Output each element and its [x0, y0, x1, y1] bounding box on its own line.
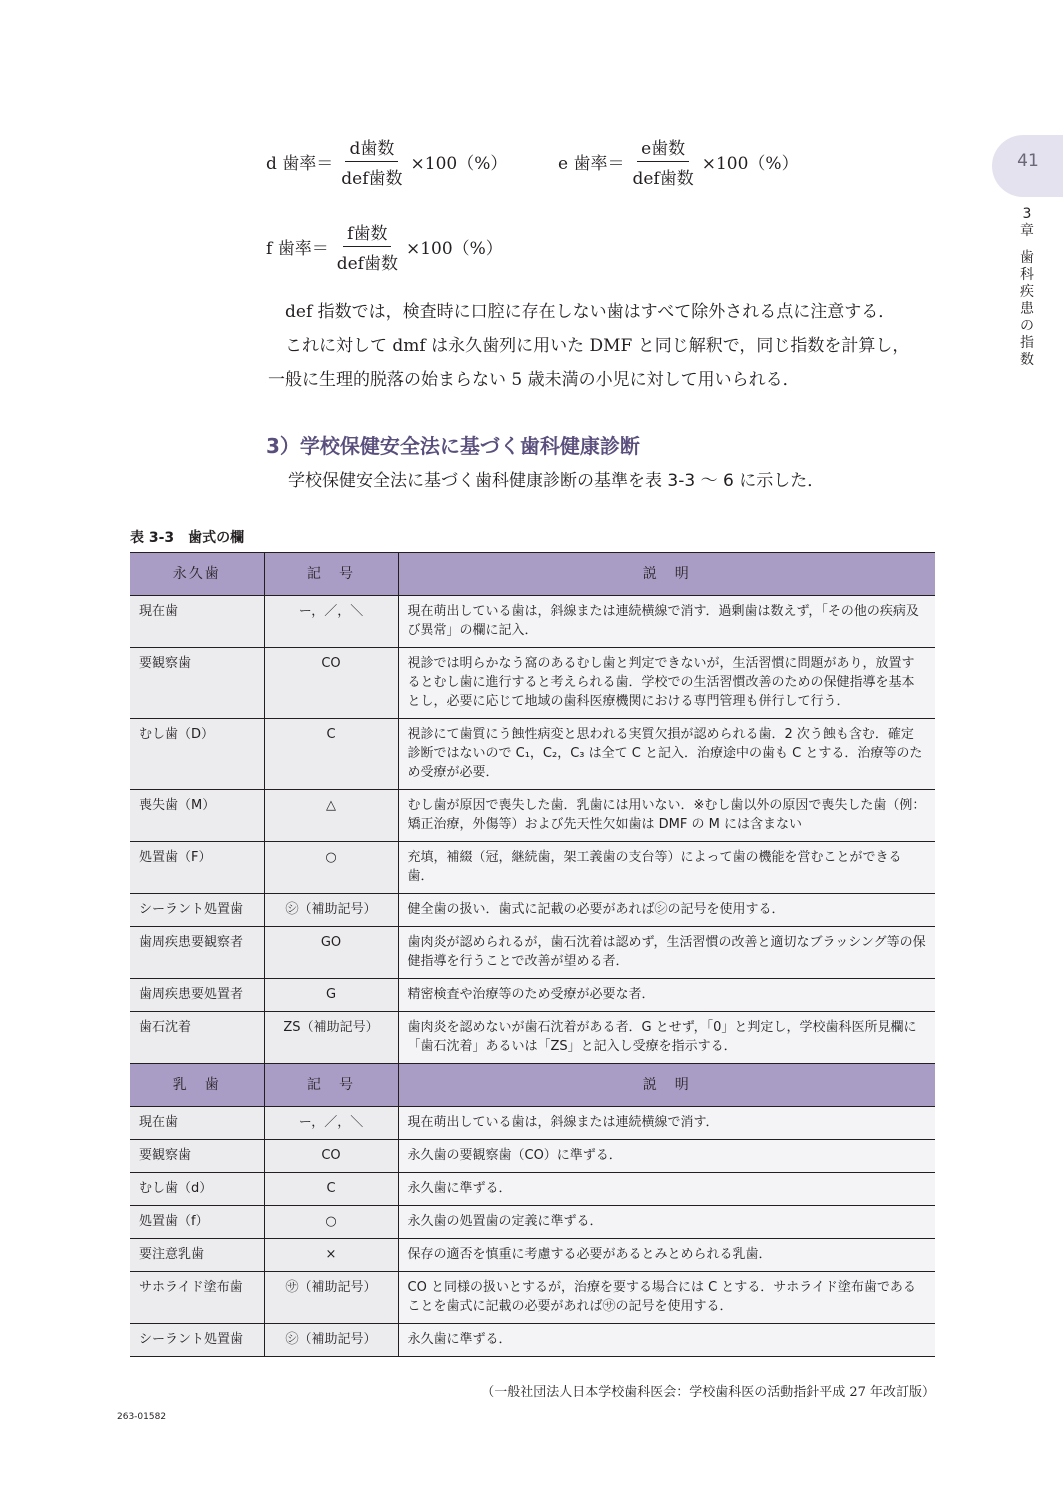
table-row [130, 1107, 935, 1140]
table-source: （一般社団法人日本学校歯科医会：学校歯科医の活動指針平成 27 年改訂版） [481, 1385, 935, 1400]
tooth-cell: 処置歯（F） [130, 842, 264, 894]
page-number: 41 [1017, 151, 1039, 171]
formula-lhs: e 歯率＝ [558, 154, 625, 174]
table-row [130, 719, 935, 790]
table-reference: 表 3-3 〜 6 [645, 471, 734, 491]
tooth-cell: 歯周疾患要処置者 [130, 979, 264, 1012]
symbol-cell: CO [264, 1140, 398, 1173]
symbol-cell: △ [264, 790, 398, 842]
permanent-rows [130, 596, 935, 1064]
chapter-char: の [1020, 318, 1034, 334]
symbol-cell: ○ [264, 1206, 398, 1239]
symbol-cell: ZS（補助記号） [264, 1012, 398, 1064]
tooth-cell: 現在歯 [130, 1107, 264, 1140]
paragraph-line: def 指数では，検査時に口腔に存在しない歯はすべて除外される点に注意する． [268, 302, 896, 322]
description-cell: 充填，補綴（冠，継続歯，架工義歯の支台等）によって歯の機能を営むことができる歯． [398, 842, 935, 894]
formula-rhs: ×100（%） [405, 239, 503, 259]
numerator: f歯数 [343, 219, 391, 247]
table-caption: 表 3-3 歯式の欄 [130, 530, 245, 546]
formula-rhs: ×100（%） [410, 154, 508, 174]
tooth-cell: 現在歯 [130, 596, 264, 648]
symbol-cell: ㋛（補助記号） [264, 1324, 398, 1357]
page-code: 263-01582 [117, 1412, 167, 1422]
tooth-cell: サホライド塗布歯 [130, 1272, 264, 1324]
chapter-char: 患 [1020, 301, 1034, 317]
description-cell: むし歯が原因で喪失した歯．乳歯には用いない．※むし歯以外の原因で喪失した歯（例：矯正治療，外傷等）および先天性欠如歯は DMF の M には含まない [398, 790, 935, 842]
table-row [130, 1324, 935, 1357]
formula-e-rate [558, 134, 799, 189]
section-heading: 3）学校保健安全法に基づく歯科健康診断 [266, 434, 640, 458]
description-cell: 歯肉炎が認められるが，歯石沈着は認めず，生活習慣の改善と適切なブラッシング等の保健指導を行うことで改善が望める者． [398, 927, 935, 979]
description-cell: 歯肉炎を認めないが歯石沈着がある者．G とせず，「0」と判定し，学校歯科医所見欄に「歯石沈着」あるいは「ZS」と記入し受療を指示する． [398, 1012, 935, 1064]
table-header-primary [130, 1064, 935, 1107]
tooth-cell: 要観察歯 [130, 1140, 264, 1173]
symbol-cell: CO [264, 648, 398, 719]
table-row [130, 927, 935, 979]
tooth-cell: 歯周疾患要観察者 [130, 927, 264, 979]
symbol-cell: ○ [264, 842, 398, 894]
formula-f-rate [266, 219, 503, 274]
tooth-cell: 処置歯（f） [130, 1206, 264, 1239]
header-symbol: 記 号 [264, 1064, 398, 1107]
description-cell: 視診にて歯質にう蝕性病変と思われる実質欠損が認められる歯．2 次う蝕も含む．確定診断ではないので C₁，C₂，C₃ は全て C と記入．治療途中の歯も C とする．治療等のため受療が必要． [398, 719, 935, 790]
section-text-before: 学校保健安全法に基づく歯科健康診断の基準を [288, 471, 645, 491]
description-cell: 現在萌出している歯は，斜線または連続横線で消す． [398, 1107, 935, 1140]
description-cell: 視診では明らかなう窩のあるむし歯と判定できないが，生活習慣に問題があり，放置するとむし歯に進行すると考えられる歯．学校での生活習慣改善のための保健指導を基本とし，必要に応じて地域の歯科医療機関における専門管理も併行して行う． [398, 648, 935, 719]
table-header-permanent [130, 553, 935, 596]
table-row [130, 1173, 935, 1206]
table-row [130, 790, 935, 842]
table-row [130, 648, 935, 719]
body-text [268, 297, 909, 395]
chapter-char: 3 [1022, 206, 1032, 222]
header-description: 説 明 [398, 553, 935, 596]
symbol-cell: G [264, 979, 398, 1012]
table-row [130, 842, 935, 894]
table-row [130, 596, 935, 648]
symbol-cell: × [264, 1239, 398, 1272]
denominator: def歯数 [632, 169, 694, 189]
primary-section [130, 1064, 935, 1357]
tooth-cell: むし歯（d） [130, 1173, 264, 1206]
table-row [130, 1272, 935, 1324]
chapter-char: 疾 [1020, 284, 1034, 300]
description-cell: 健全歯の扱い．歯式に記載の必要があれば㋛の記号を使用する． [398, 894, 935, 927]
chapter-char: 章 [1020, 223, 1034, 239]
chapter-char: 指 [1020, 335, 1034, 351]
description-cell: 精密検査や治療等のため受療が必要な者． [398, 979, 935, 1012]
symbol-cell: ー，／，＼ [264, 1107, 398, 1140]
tooth-cell: 喪失歯（M） [130, 790, 264, 842]
tooth-cell: シーラント処置歯 [130, 1324, 264, 1357]
paragraph-line: これに対して dmf は永久歯列に用いた DMF と同じ解釈で，同じ指数を計算し， [268, 336, 910, 356]
symbol-cell: C [264, 719, 398, 790]
description-cell: 現在萌出している歯は，斜線または連続横線で消す．過剰歯は数えず，「その他の疾病及び異常」の欄に記入． [398, 596, 935, 648]
description-cell: 永久歯の処置歯の定義に準ずる． [398, 1206, 935, 1239]
table-row [130, 1206, 935, 1239]
tooth-cell: むし歯（D） [130, 719, 264, 790]
fraction [337, 134, 406, 189]
chapter-char: 科 [1020, 267, 1034, 283]
formula-d-rate [266, 134, 507, 189]
description-cell: CO と同様の扱いとするが，治療を要する場合には C とする．サホライド塗布歯であることを歯式に記載の必要があれば㋚の記号を使用する． [398, 1272, 935, 1324]
formula-lhs: f 歯率＝ [266, 239, 329, 259]
header-symbol: 記 号 [264, 553, 398, 596]
description-cell: 永久歯に準ずる． [398, 1173, 935, 1206]
symbol-cell: ㋚（補助記号） [264, 1272, 398, 1324]
table-row [130, 894, 935, 927]
header-tooth: 乳 歯 [130, 1064, 264, 1107]
symbol-cell: C [264, 1173, 398, 1206]
fraction [333, 219, 402, 274]
table-row [130, 1012, 935, 1064]
tooth-cell: 要注意乳歯 [130, 1239, 264, 1272]
numerator: d歯数 [345, 134, 398, 162]
description-cell: 永久歯に準ずる． [398, 1324, 935, 1357]
denominator: def歯数 [341, 169, 403, 189]
dental-formula-table [130, 552, 935, 1357]
symbol-cell: ー，／，＼ [264, 596, 398, 648]
chapter-title-vertical [1017, 206, 1037, 369]
formula-rhs: ×100（%） [701, 154, 799, 174]
table-row [130, 1239, 935, 1272]
chapter-char: 歯 [1020, 250, 1034, 266]
symbol-cell: ㋛（補助記号） [264, 894, 398, 927]
formula-lhs: d 歯率＝ [266, 154, 334, 174]
section-text [288, 466, 824, 491]
numerator: e歯数 [637, 134, 689, 162]
symbol-cell: GO [264, 927, 398, 979]
fraction [628, 134, 697, 189]
header-tooth: 永久歯 [130, 553, 264, 596]
table-row [130, 1140, 935, 1173]
description-cell: 保存の適否を慎重に考慮する必要があるとみとめられる乳歯． [398, 1239, 935, 1272]
denominator: def歯数 [336, 254, 398, 274]
description-cell: 永久歯の要観察歯（CO）に準ずる． [398, 1140, 935, 1173]
chapter-char: 数 [1020, 352, 1034, 368]
table-row [130, 979, 935, 1012]
tooth-cell: シーラント処置歯 [130, 894, 264, 927]
paragraph-line: 一般に生理的脱落の始まらない 5 歳未満の小児に対して用いられる． [268, 370, 800, 390]
header-description: 説 明 [398, 1064, 935, 1107]
section-text-after: に示した． [733, 471, 825, 491]
tooth-cell: 要観察歯 [130, 648, 264, 719]
tooth-cell: 歯石沈着 [130, 1012, 264, 1064]
